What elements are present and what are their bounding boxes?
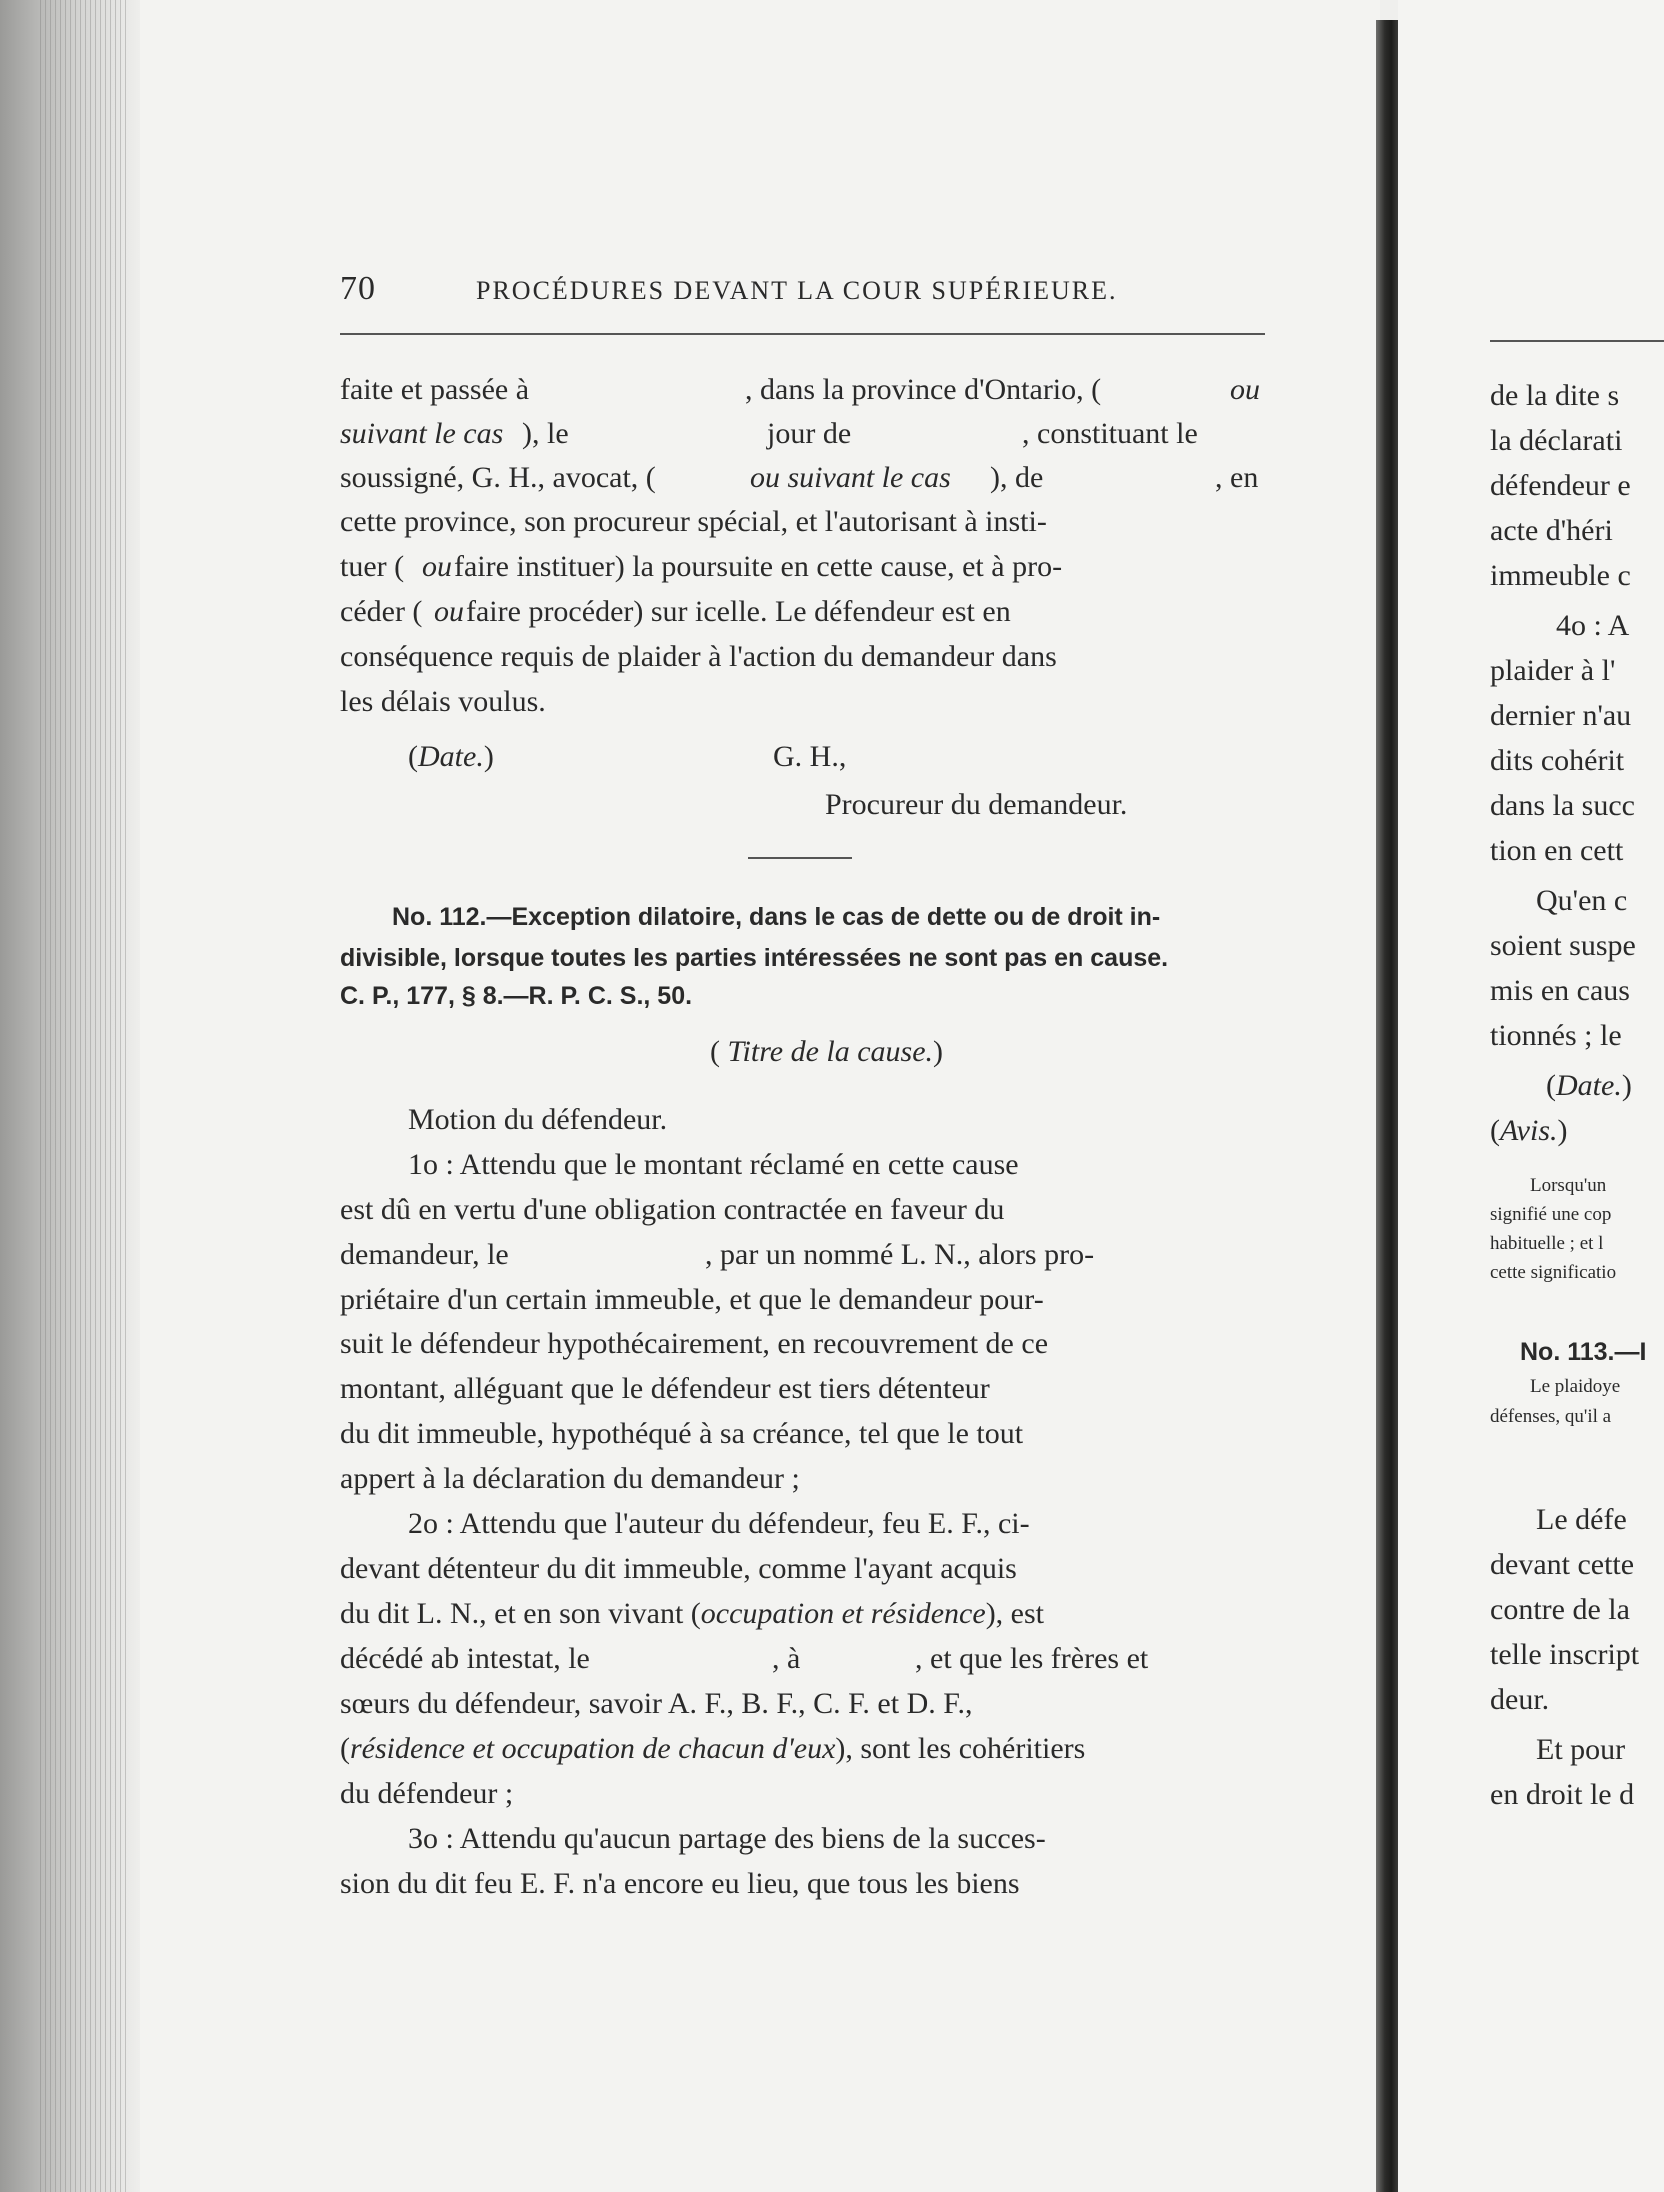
p2-line-3a: demandeur, le: [340, 1238, 509, 1271]
p3-line-5: sœurs du défendeur, savoir A. F., B. F., C. F. et D. F.,: [340, 1687, 973, 1720]
p1-line-6a: céder (: [340, 595, 423, 628]
right-line-22: en droit le d: [1490, 1778, 1635, 1811]
right-line-5: immeuble c: [1490, 559, 1631, 592]
p1-line-5a: tuer (: [340, 550, 405, 583]
right-line-15: tionnés ; le: [1490, 1019, 1622, 1052]
p1-line-6b: ou: [434, 595, 464, 628]
running-title: PROCÉDURES DEVANT LA COUR SUPÉRIEURE.: [476, 276, 1118, 305]
p3-line-2: devant détenteur du dit immeuble, comme l'ayant acquis: [340, 1552, 1017, 1585]
book-page-edges: [0, 0, 140, 2192]
p1-line-7: conséquence requis de plaider à l'action du demandeur dans: [340, 640, 1057, 673]
p2-line-4: priétaire d'un certain immeuble, et que le demandeur pour-: [340, 1283, 1044, 1316]
right-line-11: tion en cett: [1490, 834, 1624, 867]
right-line-17: devant cette: [1490, 1548, 1635, 1581]
right-line-1: de la dite s: [1490, 379, 1620, 412]
p2-line-3b: , par un nommé L. N., alors pro-: [705, 1238, 1095, 1271]
sig-date: (Date.): [408, 740, 494, 773]
running-head: [340, 270, 1300, 310]
book-gutter: [1376, 20, 1398, 2192]
p2-line-5: suit le défendeur hypothécairement, en recouvrement de ce: [340, 1327, 1049, 1360]
right-line-19: telle inscript: [1490, 1638, 1640, 1671]
p2-line-7: du dit immeuble, hypothéqué à sa créance, tel que le tout: [340, 1417, 1024, 1450]
p2-line-2: est dû en vertu d'une obligation contractée en faveur du: [340, 1193, 1005, 1226]
titre-de-la-cause: ( Titre de la cause.): [710, 1035, 944, 1068]
sig-title: Procureur du demandeur.: [825, 788, 1128, 821]
right-small2-2: défenses, qu'il a: [1490, 1406, 1612, 1427]
right-avis: (Avis.): [1490, 1114, 1568, 1147]
p3-line-4b: , à: [772, 1642, 801, 1675]
right-line-9: dits cohérit: [1490, 744, 1625, 777]
p1-line-5c: faire instituer) la poursuite en cette cause, et à pro-: [454, 550, 1063, 583]
p3-line-1: 2o : Attendu que l'auteur du défendeur, feu E. F., ci-: [408, 1507, 1030, 1540]
p1-line-2c: jour de: [767, 417, 852, 450]
p2-line-8: appert à la déclaration du demandeur ;: [340, 1462, 800, 1495]
page-number: 70: [340, 270, 376, 307]
p1-line-5b: ou: [422, 550, 452, 583]
p3-line-6: (résidence et occupation de chacun d'eux), sont les cohéritiers: [340, 1732, 1086, 1765]
p1-line-1b: , dans la province d'Ontario, (: [745, 373, 1102, 406]
p1-line-3b: ou suivant le cas: [750, 461, 951, 494]
section-heading-line-2: divisible, lorsque toutes les parties intéressées ne sont pas en cause.: [340, 944, 1169, 972]
p1-line-3c: ), de: [990, 461, 1044, 494]
p3-line-3: du dit L. N., et en son vivant (occupation et résidence), est: [340, 1597, 1045, 1630]
p1-line-3d: , en: [1215, 461, 1259, 494]
right-line-4: acte d'héri: [1490, 514, 1613, 547]
p4-line-2: sion du dit feu E. F. n'a encore eu lieu, que tous les biens: [340, 1867, 1020, 1900]
right-line-18: contre de la: [1490, 1593, 1630, 1626]
p1-line-2d: , constituant le: [1022, 417, 1198, 450]
section-heading-line-3: C. P., 177, § 8.—R. P. C. S., 50.: [340, 982, 693, 1010]
right-small2-1: Le plaidoye: [1530, 1376, 1621, 1397]
header-rule: [340, 333, 1265, 335]
right-header-rule: [1490, 340, 1664, 342]
right-date: (Date.): [1546, 1069, 1632, 1102]
p1-line-2a: suivant le cas: [340, 417, 504, 450]
p3-line-7: du défendeur ;: [340, 1777, 514, 1810]
right-line-10: dans la succ: [1490, 789, 1635, 822]
right-line-14: mis en caus: [1490, 974, 1630, 1007]
p2-line-6: montant, alléguant que le défendeur est tiers détenteur: [340, 1372, 990, 1405]
p1-line-1c: ou: [1230, 373, 1260, 406]
right-line-12: Qu'en c: [1536, 884, 1628, 917]
right-line-6: 4o : A: [1556, 609, 1630, 642]
sig-name: G. H.,: [773, 740, 847, 773]
p2-line-1: 1o : Attendu que le montant réclamé en cette cause: [408, 1148, 1019, 1181]
p1-line-2b: ), le: [522, 417, 569, 450]
motion-line: Motion du défendeur.: [408, 1103, 668, 1136]
right-line-16: Le défe: [1536, 1503, 1627, 1536]
right-line-21: Et pour: [1536, 1733, 1626, 1766]
p1-line-8: les délais voulus.: [340, 685, 546, 718]
p1-line-4: cette province, son procureur spécial, et l'autorisant à insti-: [340, 505, 1047, 538]
right-small-4: cette significatio: [1490, 1262, 1617, 1283]
section-heading-line-1: No. 112.—Exception dilatoire, dans le cas de dette ou de droit in-: [392, 903, 1161, 931]
right-line-20: deur.: [1490, 1683, 1550, 1716]
right-heading: No. 113.—I: [1520, 1338, 1647, 1366]
p1-line-3a: soussigné, G. H., avocat, (: [340, 461, 656, 494]
right-small-2: signifié une cop: [1490, 1204, 1612, 1225]
p3-line-4a: décédé ab intestat, le: [340, 1642, 590, 1675]
right-line-13: soient suspe: [1490, 929, 1636, 962]
right-small-3: habituelle ; et l: [1490, 1233, 1604, 1254]
p3-line-4c: , et que les frères et: [915, 1642, 1149, 1675]
p1-line-6c: faire procéder) sur icelle. Le défendeur est en: [466, 595, 1011, 628]
right-line-8: dernier n'au: [1490, 699, 1632, 732]
p4-line-1: 3o : Attendu qu'aucun partage des biens de la succes-: [408, 1822, 1046, 1855]
p1-line-1a: faite et passée à: [340, 373, 530, 406]
right-line-3: défendeur e: [1490, 469, 1631, 502]
right-line-7: plaider à l': [1490, 654, 1616, 687]
right-small-1: Lorsqu'un: [1530, 1175, 1607, 1196]
right-line-2: la déclarati: [1490, 424, 1623, 457]
section-divider: [748, 857, 852, 859]
